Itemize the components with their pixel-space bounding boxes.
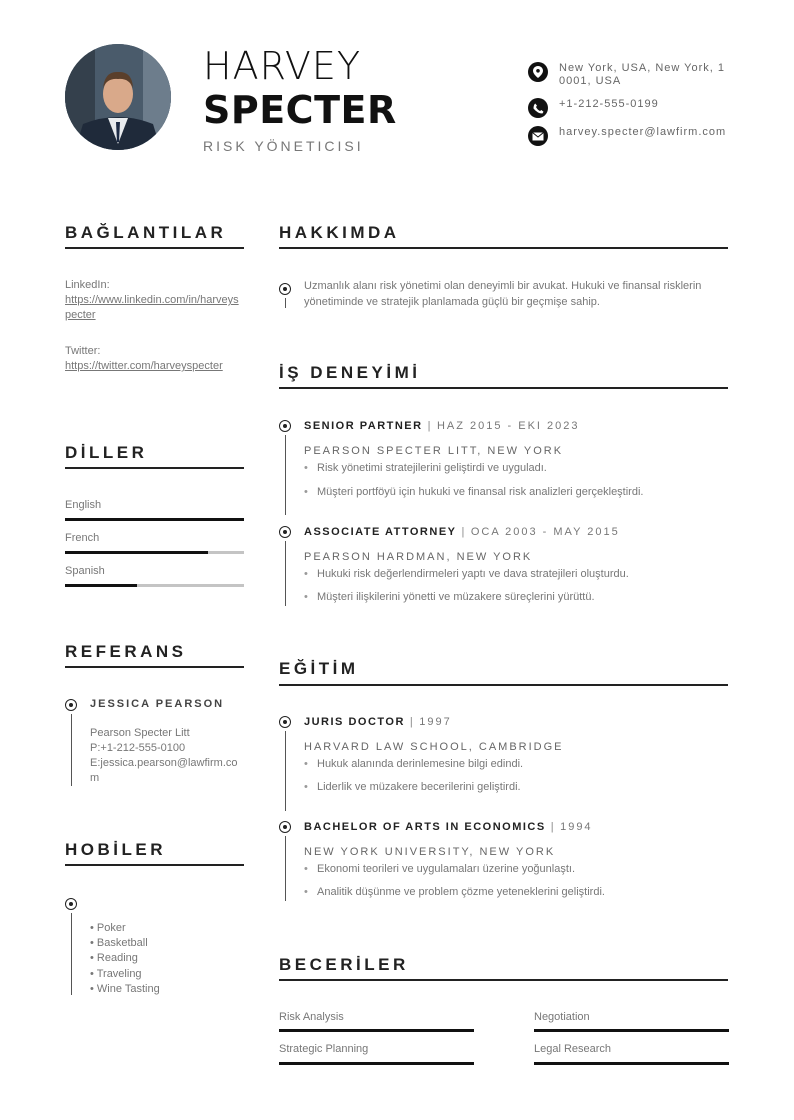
skill-label: Strategic Planning <box>279 1043 369 1055</box>
hobby-item: • Reading <box>90 952 138 965</box>
email-text[interactable]: harvey.specter@lawfirm.com <box>559 126 727 138</box>
languages-heading: DİLLER <box>65 443 148 462</box>
first-name: HARVEY <box>203 44 362 88</box>
language-label: Spanish <box>65 565 105 577</box>
education-bullet: • Hukuk alanında derinlemesine bilgi edindi. <box>304 758 524 770</box>
twitter-block <box>65 344 244 374</box>
timeline-bullet-icon <box>65 898 77 910</box>
about-divider <box>279 247 728 249</box>
skill-bar <box>279 1062 474 1065</box>
timeline-bullet-icon <box>279 420 291 432</box>
experience-divider <box>279 387 728 389</box>
education-heading: EĞİTİM <box>279 659 359 678</box>
reference-company: Pearson Specter Litt <box>90 727 190 739</box>
hobby-item: • Traveling <box>90 967 142 980</box>
skill-bar <box>279 1029 474 1032</box>
language-label: English <box>65 499 102 511</box>
references-divider <box>65 666 244 668</box>
skills-heading: BECERİLER <box>279 955 409 974</box>
skills-divider <box>279 979 728 981</box>
experience-heading-line: ASSOCIATE ATTORNEY | OCA 2003 - MAY 2015 <box>304 526 620 538</box>
job-role: RISK YÖNETICISI <box>203 138 364 154</box>
timeline-line <box>71 714 72 786</box>
timeline-bullet-icon <box>279 821 291 833</box>
about-heading: HAKKIMDA <box>279 223 400 242</box>
skill-bar <box>534 1029 729 1032</box>
language-level-fill <box>65 584 137 587</box>
language-level-bar <box>65 518 244 521</box>
education-bullet: • Analitik düşünme ve problem çözme yeteneklerini geliştirdi. <box>304 886 605 898</box>
timeline-line <box>285 836 286 901</box>
experience-heading: İŞ DENEYİMİ <box>279 363 421 382</box>
hobby-list <box>90 921 160 997</box>
skill-label: Legal Research <box>534 1043 612 1055</box>
hobby-item: • Basketball <box>90 937 148 950</box>
last-name: SPECTER <box>203 88 397 132</box>
references-heading: REFERANS <box>65 642 187 661</box>
skill-label: Negotiation <box>534 1011 590 1023</box>
links-heading: BAĞLANTILAR <box>65 223 227 242</box>
skill-bar <box>534 1062 729 1065</box>
experience-bullet: • Risk yönetimi stratejilerini geliştirdi ve uyguladı. <box>304 462 547 474</box>
twitter-link[interactable]: https://twitter.com/harveyspecter <box>65 360 223 372</box>
reference-email: E:jessica.pearson@lawfirm.com <box>90 757 238 784</box>
timeline-line <box>285 541 286 606</box>
languages-divider <box>65 467 244 469</box>
twitter-label: Twitter: <box>65 345 101 357</box>
education-bullet: • Liderlik ve müzakere becerilerini geliştirdi. <box>304 781 521 793</box>
links-divider <box>65 247 244 249</box>
timeline-bullet-icon <box>279 716 291 728</box>
skill-label: Risk Analysis <box>279 1011 344 1023</box>
hobbies-divider <box>65 864 244 866</box>
timeline-bullet-icon <box>65 699 77 711</box>
hobbies-heading: HOBİLER <box>65 840 166 859</box>
timeline-line <box>285 731 286 811</box>
language-label: French <box>65 532 100 544</box>
language-level-fill <box>65 551 208 554</box>
address-text: New York, USA, New York, 10001, USA <box>559 62 726 87</box>
timeline-bullet-icon <box>279 283 291 295</box>
linkedin-label: LinkedIn: <box>65 279 110 291</box>
experience-bullet: • Müşteri ilişkilerini yönetti ve müzakere süreçlerini yürüttü. <box>304 591 595 603</box>
language-level-bar <box>65 551 244 554</box>
timeline-line <box>285 298 286 308</box>
experience-bullet: • Müşteri portföyü için hukuki ve finansal risk analizleri gerçekleştirdi. <box>304 486 644 498</box>
phone-icon <box>528 98 548 118</box>
contact-phone <box>528 98 728 118</box>
timeline-bullet-icon <box>279 526 291 538</box>
experience-heading-line: SENIOR PARTNER | HAZ 2015 - EKI 2023 <box>304 420 580 432</box>
envelope-icon <box>528 126 548 146</box>
education-bullet: • Ekonomi teorileri ve uygulamaları üzerine yoğunlaştı. <box>304 863 576 875</box>
education-institution: NEW YORK UNIVERSITY, NEW YORK <box>304 846 556 858</box>
reference-name: JESSICA PEARSON <box>90 698 225 710</box>
language-level-bar <box>65 584 244 587</box>
education-heading-line: BACHELOR OF ARTS IN ECONOMICS | 1994 <box>304 821 593 833</box>
hobby-item: • Wine Tasting <box>90 982 160 995</box>
reference-details <box>90 726 244 786</box>
timeline-line <box>71 913 72 995</box>
experience-bullet: • Hukuki risk değerlendirmeleri yaptı ve dava stratejileri oluşturdu. <box>304 568 629 580</box>
education-institution: HARVARD LAW SCHOOL, CAMBRIDGE <box>304 741 564 753</box>
experience-organization: PEARSON SPECTER LITT, NEW YORK <box>304 445 564 457</box>
reference-phone: P:+1-212-555-0100 <box>90 742 186 754</box>
location-pin-icon <box>528 62 548 82</box>
experience-organization: PEARSON HARDMAN, NEW YORK <box>304 551 533 563</box>
contact-email <box>528 126 728 146</box>
timeline-line <box>285 435 286 515</box>
education-divider <box>279 684 728 686</box>
linkedin-link[interactable]: https://www.linkedin.com/in/harveyspecter <box>65 294 239 321</box>
phone-text[interactable]: +1-212-555-0199 <box>559 98 659 110</box>
about-text: Uzmanlık alanı risk yönetimi olan deneyimli bir avukat. Hukuki ve finansal risklerin yönetiminde ve stratejik planlamada güçlü bir geçmişe sahip. <box>304 280 702 308</box>
profile-photo <box>65 44 171 150</box>
hobby-item: • Poker <box>90 922 126 934</box>
contact-address <box>528 62 728 88</box>
education-heading-line: JURIS DOCTOR | 1997 <box>304 716 452 728</box>
language-level-fill <box>65 518 244 521</box>
linkedin-block <box>65 278 244 323</box>
